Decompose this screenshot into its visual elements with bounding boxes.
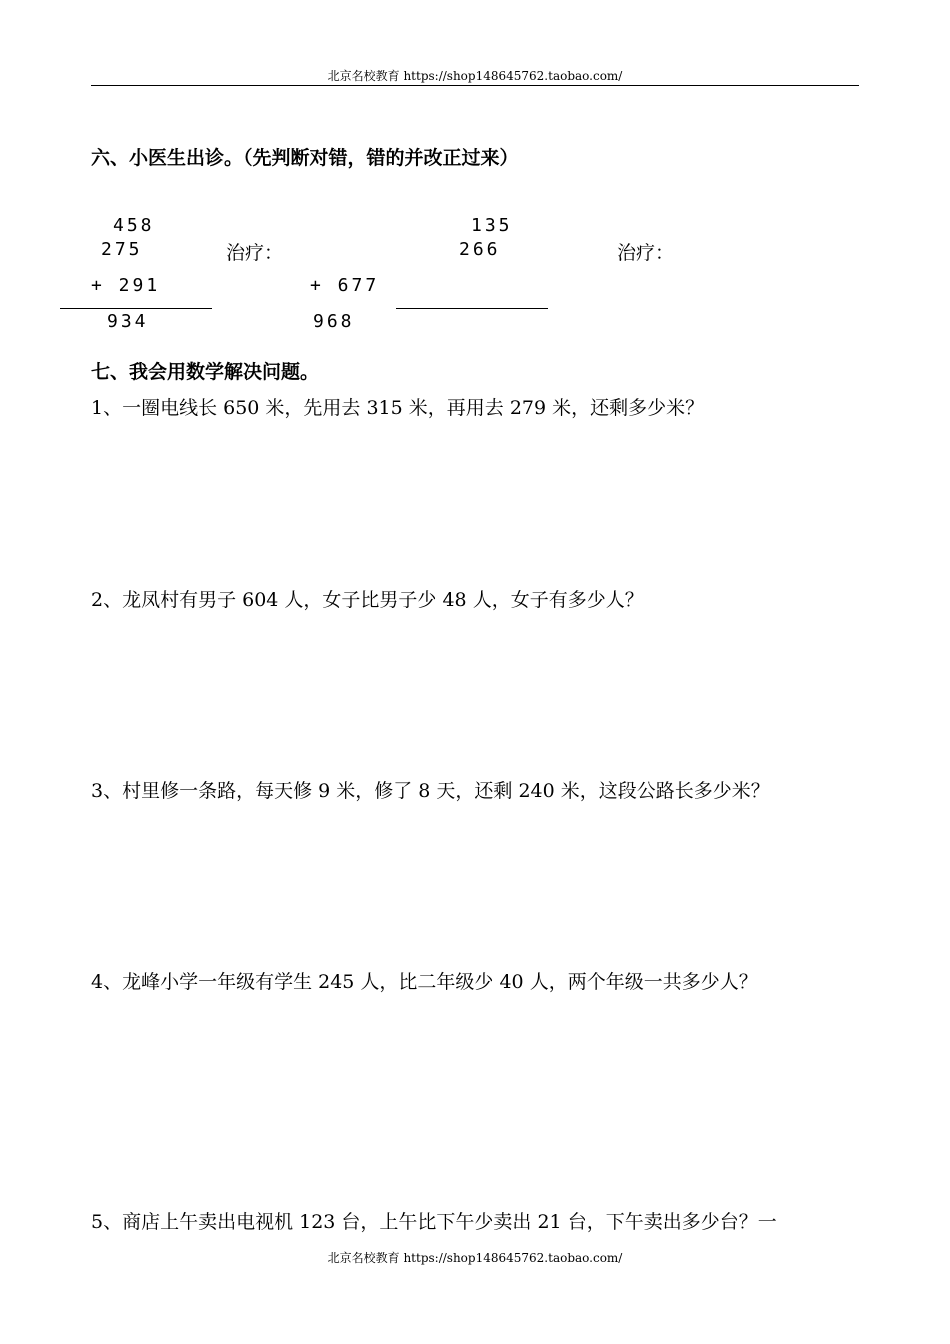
problem1-sum-line (60, 308, 212, 309)
word-problem-1: 1、一圈电线长 650 米，先用去 315 米，再用去 279 米，还剩多少米？ (91, 397, 705, 419)
problem1-addend-2: 275 (101, 239, 143, 260)
problem2-sum-line (396, 308, 548, 309)
word-problem-4: 4、龙峰小学一年级有学生 245 人，比二年级少 40 人，两个年级一共多少人？ (91, 971, 758, 993)
problem1-result: 934 (107, 311, 149, 332)
word-problem-5: 5、商店上午卖出电视机 123 台，上午比下午少卖出 21 台，下午卖出多少台？一 (91, 1211, 777, 1233)
word-problem-2: 2、龙凤村有男子 604 人，女子比男子少 48 人，女子有多少人？ (91, 589, 644, 611)
page-footer: 北京名校教育 https://shop148645762.taobao.com/ (327, 1251, 623, 1265)
problem1-treatment-label: 治疗： (226, 242, 284, 264)
problem2-addend-2: 266 (459, 239, 501, 260)
problem2-addend-3: + 677 (310, 275, 380, 296)
section-7-title: 七、我会用数学解决问题。 (91, 361, 320, 383)
word-problem-3: 3、村里修一条路，每天修 9 米，修了 8 天，还剩 240 米，这段公路长多少米？ (91, 780, 770, 802)
problem2-result: 968 (313, 311, 355, 332)
problem2-treatment-label: 治疗： (617, 242, 675, 264)
problem1-addend-3: + 291 (91, 275, 161, 296)
section-6-title: 六、小医生出诊。（先判断对错，错的并改正过来） (91, 147, 519, 169)
page-header: 北京名校教育 https://shop148645762.taobao.com/ (327, 69, 623, 83)
problem2-addend-1: 135 (471, 215, 513, 236)
problem1-addend-1: 458 (113, 215, 155, 236)
header-divider (91, 85, 859, 86)
